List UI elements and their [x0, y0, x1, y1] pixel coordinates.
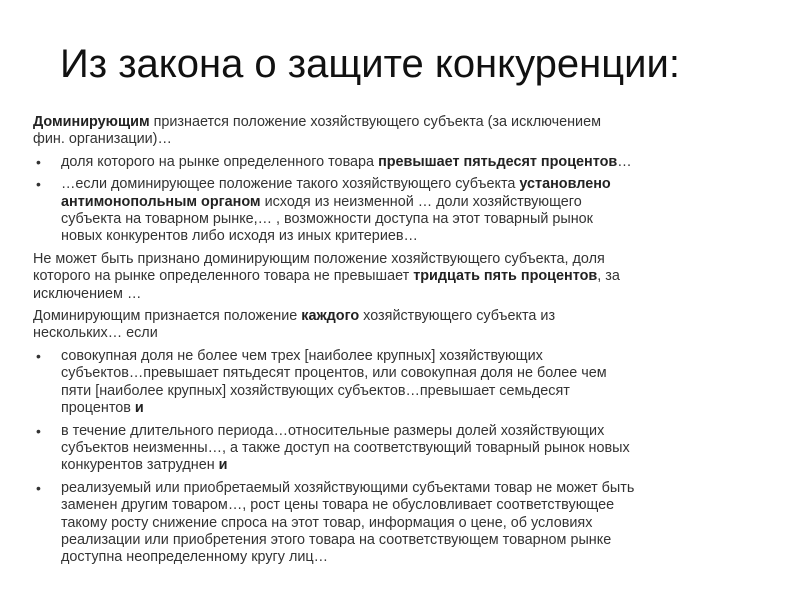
- bullet-icon: •: [36, 153, 41, 170]
- bullet-item: [33, 154, 773, 171]
- emphasis-text: превышает пятьдесят процентов: [378, 153, 618, 170]
- text-segment: совокупная доля не более чем трех [наиболее крупных] хозяйствующих субъектов…превышает пятьдесят процентов, или совокупная доля не более чем пяти [наиболее крупных] хозяйствующих субъектов…превышает семьдесят процентов: [61, 347, 607, 417]
- emphasis-text: Доминирующим: [33, 114, 150, 130]
- block-text: [61, 480, 634, 566]
- emphasis-text: тридцать пять процентов: [413, 268, 598, 285]
- text-segment: реализуемый или приобретаемый хозяйствующими субъектами товар не может быть заменен другим товаром…, рост цены товара не обусловливает соответствующее такому росту снижение спроса на этот товар, информация о цене, об условиях реализации или приобретения этого товара на соответствующем товарном рынке доступна неопределенному кругу лиц…: [61, 479, 635, 566]
- text-segment: хозяйствующего субъекта из нескольких… если: [33, 308, 556, 342]
- text-segment: …: [617, 153, 632, 170]
- block-text: [61, 423, 630, 474]
- paragraph: [33, 251, 773, 303]
- block-text: [61, 348, 607, 416]
- block-text: [61, 176, 611, 244]
- block-text: [33, 114, 601, 147]
- text-segment: доля которого на рынке определенного товара: [61, 153, 379, 170]
- emphasis-text: установлено антимонопольным органом: [61, 176, 611, 210]
- bullet-item: [33, 423, 773, 475]
- block-text: [33, 308, 555, 341]
- emphasis-text: каждого: [301, 308, 360, 325]
- text-segment: , за исключением …: [33, 268, 620, 302]
- bullet-item: [33, 348, 773, 418]
- bullet-icon: •: [36, 176, 41, 193]
- bullet-item: [33, 480, 773, 567]
- block-text: [33, 251, 620, 302]
- text-segment: …если доминирующее положение такого хозяйствующего субъекта: [61, 176, 520, 193]
- bullet-item: [33, 176, 773, 246]
- bullet-icon: •: [36, 422, 41, 439]
- block-text: [61, 154, 632, 170]
- slide-title: Из закона о защите конкуренции:: [60, 42, 680, 86]
- paragraph: [33, 308, 773, 343]
- bullet-icon: •: [36, 479, 41, 496]
- emphasis-text: и: [134, 400, 144, 417]
- slide-content: [33, 114, 773, 572]
- text-segment: Не может быть признано доминирующим положение хозяйствующего субъекта, доля которого на рынке определенного товара не превышает: [33, 250, 605, 285]
- text-segment: Доминирующим признается положение: [33, 308, 302, 325]
- text-segment: в течение длительного периода…относительные размеры долей хозяйствующих субъектов неизменны…, а также доступ на соответствующий товарный рынок новых конкурентов затруднен: [61, 422, 630, 474]
- emphasis-text: и: [218, 457, 228, 474]
- paragraph: [33, 114, 773, 149]
- text-segment: исходя из неизменной … доли хозяйствующего субъекта на товарном рынке,… , возможности доступа на этот товарный рынок новых конкурентов либо исходя из иных критериев…: [61, 193, 593, 245]
- bullet-icon: •: [36, 347, 41, 364]
- text-segment: признается положение хозяйствующего субъекта (за исключением фин. организации)…: [33, 114, 601, 148]
